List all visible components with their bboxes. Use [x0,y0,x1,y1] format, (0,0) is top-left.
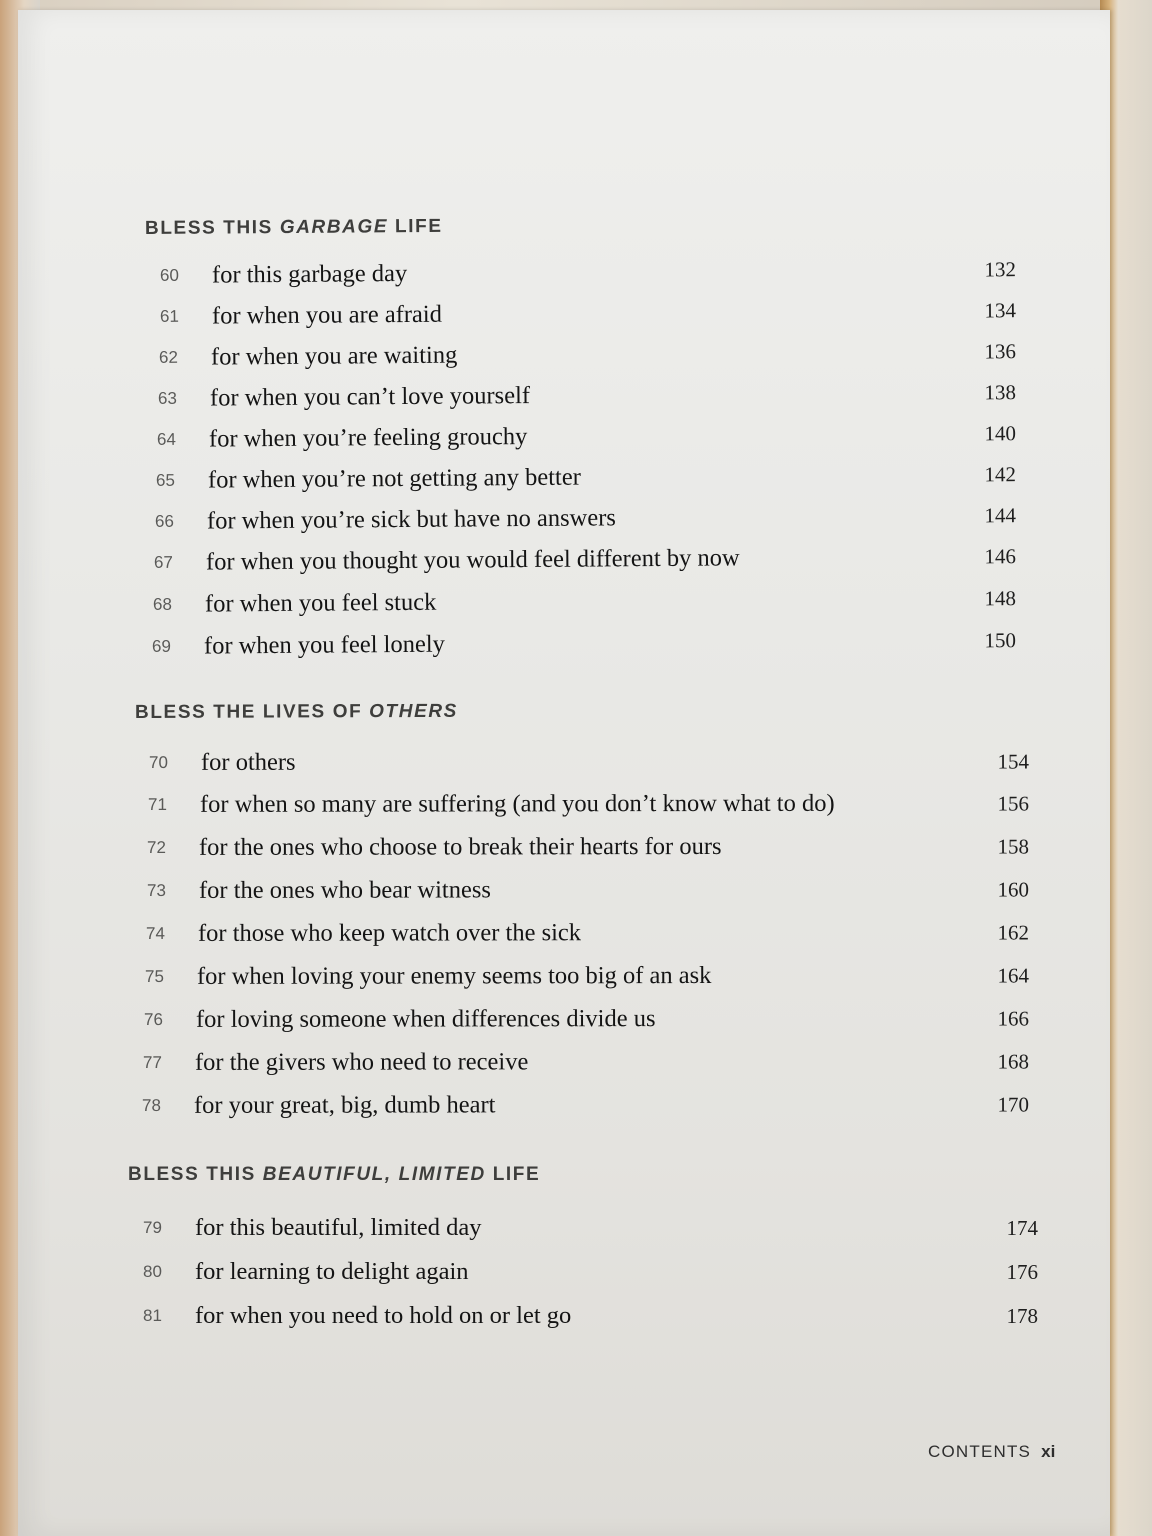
entry-title: for when you need to hold on or let go [195,1302,572,1329]
entry-page: 132 [984,256,1017,281]
entry-number: 78 [141,1095,161,1115]
entry-title: for others [200,748,296,776]
toc-entry[interactable] [138,786,1029,822]
entry-page: 166 [997,1005,1030,1030]
toc-entry[interactable] [144,539,1016,580]
entry-title: for when you’re feeling grouchy [208,423,528,453]
toc-entry[interactable] [133,1044,1029,1080]
entry-title: for when you can’t love yourself [209,382,531,412]
entry-page: 140 [984,420,1017,445]
entry-number: 64 [156,429,176,449]
entry-number: 60 [159,265,179,285]
entry-number: 67 [153,552,173,572]
entry-page: 134 [984,297,1017,322]
entry-title: for your great, big, dumb heart [193,1091,496,1119]
entry-page: 150 [984,627,1017,652]
footer-label: CONTENTS [928,1442,1032,1461]
entry-number: 63 [157,388,177,408]
entry-title: for when so many are suffering (and you don’t know what to do) [199,789,835,818]
toc-entry[interactable] [143,581,1016,622]
toc-entry[interactable] [135,958,1029,994]
entry-title: for when you are afraid [211,300,443,330]
entry-title: for when you thought you would feel different by now [205,544,740,576]
entry-number: 73 [146,880,166,900]
entry-page: 160 [997,876,1030,901]
entry-page: 138 [984,379,1017,404]
toc-entry[interactable] [148,375,1016,416]
entry-page: 156 [997,790,1030,815]
entry-title: for the ones who bear witness [198,876,491,904]
entry-number: 75 [144,966,164,986]
entry-title: for when you feel stuck [204,588,437,618]
entry-page: 148 [984,585,1017,610]
entry-number: 76 [143,1009,163,1029]
entry-title: for when you feel lonely [203,630,445,660]
entry-number: 81 [143,1306,162,1325]
toc-entry[interactable] [133,1211,1038,1245]
entry-number: 79 [143,1218,162,1237]
toc-entry[interactable] [133,1255,1038,1289]
entry-title: for those who keep watch over the sick [197,919,582,947]
entry-page: 164 [997,962,1030,987]
entry-title: for this garbage day [211,259,408,289]
entry-number: 65 [155,470,175,490]
entry-number: 71 [147,794,167,814]
toc-entry[interactable] [142,623,1016,664]
entry-number: 69 [151,636,171,656]
toc-entry[interactable] [147,416,1016,457]
toc-entry[interactable] [150,252,1016,293]
entry-title: for when loving your enemy seems too big of an ask [196,961,712,990]
toc-entry[interactable] [134,1001,1029,1037]
section-heading: BLESS THIS GARBAGE LIFE [144,215,443,239]
section-heading: BLESS THE LIVES OF OTHERS [134,700,458,723]
entry-page: 162 [997,919,1030,944]
entry-title: for this beautiful, limited day [195,1214,482,1241]
entry-title: for when you’re not getting any better [207,463,581,494]
entry-number: 66 [154,511,174,531]
toc-entry[interactable] [146,457,1016,498]
entry-title: for the ones who choose to break their hearts for ours [198,832,722,861]
toc-entry[interactable] [139,744,1029,780]
page-number: xi [1041,1442,1056,1461]
entry-page: 178 [1006,1303,1038,1328]
entry-title: for the givers who need to receive [194,1048,529,1076]
entry-page: 176 [1006,1259,1038,1284]
entry-number: 62 [158,347,178,367]
toc-entry[interactable] [149,334,1016,375]
entry-number: 80 [143,1262,162,1281]
entry-number: 61 [159,306,179,326]
entry-title: for loving someone when differences divide us [195,1005,656,1033]
entry-title: for when you are waiting [210,341,458,371]
entry-title: for when you’re sick but have no answers [206,504,616,535]
entry-page: 136 [984,338,1017,363]
entry-number: 74 [145,923,165,943]
page-footer [928,1442,1055,1462]
toc-entry[interactable] [137,829,1029,865]
toc-entry[interactable] [137,872,1029,908]
entry-page: 144 [984,502,1017,527]
entry-number: 68 [152,594,172,614]
toc-entry[interactable] [132,1087,1029,1123]
entry-title: for learning to delight again [195,1258,469,1285]
entry-page: 146 [984,543,1017,568]
entry-page: 174 [1006,1215,1038,1240]
toc-entry[interactable] [133,1299,1038,1333]
entry-number: 72 [146,837,166,857]
entry-page: 168 [997,1048,1030,1073]
entry-page: 158 [997,833,1030,858]
entry-number: 77 [142,1052,162,1072]
entry-page: 154 [997,748,1030,774]
contents-page [18,10,1110,1536]
toc-entry[interactable] [145,498,1016,539]
toc-entry[interactable] [136,915,1029,951]
entry-number: 70 [148,752,168,772]
section-heading: BLESS THIS BEAUTIFUL, LIMITED LIFE [128,1164,541,1185]
toc-entry[interactable] [150,293,1016,334]
entry-page: 170 [997,1091,1030,1116]
entry-page: 142 [984,461,1017,486]
